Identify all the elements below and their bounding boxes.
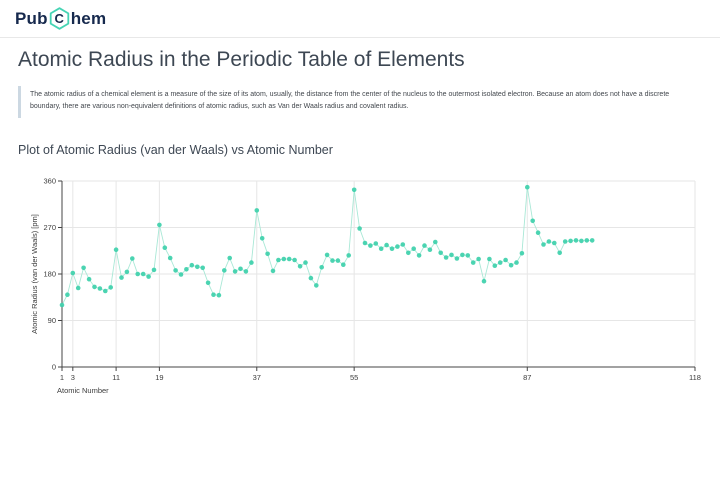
data-point[interactable] <box>374 241 379 246</box>
atomic-radius-chart[interactable] <box>0 168 720 408</box>
data-point[interactable] <box>503 258 508 263</box>
data-point[interactable] <box>482 279 487 284</box>
data-point[interactable] <box>341 262 346 267</box>
data-point[interactable] <box>487 257 492 262</box>
data-point[interactable] <box>466 253 471 258</box>
data-point[interactable] <box>314 283 319 288</box>
data-point[interactable] <box>184 267 189 272</box>
y-tick-label: 90 <box>47 316 56 326</box>
y-axis-title: Atomic Radius (van der Waals) [pm] <box>30 214 39 334</box>
data-point[interactable] <box>520 251 525 256</box>
data-point[interactable] <box>114 247 119 252</box>
y-tick-label: 360 <box>43 176 56 186</box>
data-point[interactable] <box>265 252 270 257</box>
data-point[interactable] <box>292 258 297 263</box>
data-point[interactable] <box>498 260 503 265</box>
data-point[interactable] <box>276 258 281 263</box>
chart-svg[interactable] <box>0 168 720 408</box>
data-point[interactable] <box>438 251 443 256</box>
data-point[interactable] <box>444 255 449 260</box>
data-point[interactable] <box>92 285 97 290</box>
data-point[interactable] <box>336 258 341 263</box>
data-point[interactable] <box>471 260 476 265</box>
data-point[interactable] <box>173 268 178 273</box>
data-point[interactable] <box>163 245 168 250</box>
data-point[interactable] <box>579 239 584 244</box>
data-point[interactable] <box>65 292 70 297</box>
data-point[interactable] <box>260 236 265 241</box>
data-point[interactable] <box>390 246 395 251</box>
data-point[interactable] <box>493 263 498 268</box>
data-point[interactable] <box>238 267 243 272</box>
data-point[interactable] <box>357 226 362 231</box>
data-point[interactable] <box>509 263 514 268</box>
data-point[interactable] <box>422 243 427 248</box>
x-tick-label: 37 <box>252 373 261 382</box>
data-point[interactable] <box>233 269 238 274</box>
data-point[interactable] <box>476 257 481 262</box>
data-point[interactable] <box>108 285 113 290</box>
data-point[interactable] <box>401 242 406 247</box>
data-point[interactable] <box>568 239 573 244</box>
page-header <box>0 0 720 38</box>
data-point[interactable] <box>428 247 433 252</box>
x-tick-label: 118 <box>689 373 701 382</box>
y-tick-label: 180 <box>43 269 56 279</box>
data-point[interactable] <box>87 277 92 282</box>
data-point[interactable] <box>71 271 76 276</box>
data-point[interactable] <box>244 269 249 274</box>
data-point[interactable] <box>168 256 173 261</box>
data-point[interactable] <box>525 185 530 190</box>
description-blockquote: The atomic radius of a chemical element is a measure of the size of its atom, usually, the distance from the center of the nucleus to the outermost isolated electron. Because an atom does not have a discrete boundary, there are various non-equivalent definitions of atomic radius, such as Van der Waals radius and covalent radius. <box>18 86 702 118</box>
data-point[interactable] <box>319 265 324 270</box>
data-point[interactable] <box>222 268 227 273</box>
data-point[interactable] <box>206 281 211 286</box>
data-point[interactable] <box>249 260 254 265</box>
data-point[interactable] <box>330 258 335 263</box>
data-point[interactable] <box>363 241 368 246</box>
data-point[interactable] <box>76 286 81 291</box>
x-tick-label: 87 <box>523 373 532 382</box>
pubchem-logo[interactable] <box>15 7 106 30</box>
data-point[interactable] <box>449 253 454 258</box>
data-point[interactable] <box>547 239 552 244</box>
data-point[interactable] <box>157 223 162 228</box>
logo-text-pub: Pub <box>15 8 48 28</box>
x-tick-label: 3 <box>70 373 75 382</box>
x-tick-label: 11 <box>112 373 121 382</box>
trend-line <box>62 187 592 305</box>
data-point[interactable] <box>130 256 135 261</box>
data-point[interactable] <box>455 256 460 261</box>
data-point[interactable] <box>298 264 303 269</box>
data-point[interactable] <box>536 230 541 235</box>
data-point[interactable] <box>460 253 465 258</box>
data-point[interactable] <box>190 263 195 268</box>
data-point[interactable] <box>384 243 389 248</box>
data-point[interactable] <box>552 241 557 246</box>
data-point[interactable] <box>557 251 562 256</box>
data-point[interactable] <box>309 276 314 281</box>
data-point[interactable] <box>254 208 259 213</box>
data-point[interactable] <box>411 246 416 251</box>
data-point[interactable] <box>303 260 308 265</box>
data-point[interactable] <box>574 238 579 243</box>
data-point[interactable] <box>379 246 384 251</box>
data-point[interactable] <box>211 292 216 297</box>
data-point[interactable] <box>417 253 422 258</box>
data-point[interactable] <box>368 243 373 248</box>
data-point[interactable] <box>98 286 103 291</box>
data-point[interactable] <box>271 269 276 274</box>
x-tick-label: 19 <box>155 373 164 382</box>
data-point[interactable] <box>282 257 287 262</box>
data-point[interactable] <box>141 272 146 277</box>
data-point[interactable] <box>179 272 184 277</box>
data-point[interactable] <box>352 188 357 193</box>
data-point[interactable] <box>530 219 535 224</box>
data-point[interactable] <box>514 260 519 265</box>
data-point[interactable] <box>433 240 438 245</box>
data-point[interactable] <box>119 275 124 280</box>
data-point[interactable] <box>227 256 232 261</box>
data-point[interactable] <box>152 268 157 273</box>
data-point[interactable] <box>200 266 205 271</box>
data-point[interactable] <box>146 274 151 279</box>
data-point[interactable] <box>217 293 222 298</box>
page-title: Atomic Radius in the Periodic Table of Elements <box>18 48 465 71</box>
y-tick-label: 0 <box>51 362 56 372</box>
data-point[interactable] <box>395 244 400 249</box>
data-point[interactable] <box>81 266 86 271</box>
data-point[interactable] <box>541 242 546 247</box>
data-point[interactable] <box>195 265 200 270</box>
data-point[interactable] <box>590 238 595 243</box>
data-point[interactable] <box>60 303 65 308</box>
data-point[interactable] <box>563 239 568 244</box>
y-tick-label: 270 <box>43 223 56 233</box>
data-point[interactable] <box>287 257 292 262</box>
data-point[interactable] <box>125 270 130 275</box>
chart-subtitle: Plot of Atomic Radius (van der Waals) vs Atomic Number <box>18 143 333 157</box>
x-axis-title: Atomic Number <box>57 386 109 395</box>
x-tick-label: 1 <box>59 373 65 382</box>
logo-text-c: C <box>54 10 64 26</box>
logo-text-hem: hem <box>70 8 107 28</box>
data-point[interactable] <box>325 253 330 258</box>
x-tick-label: 55 <box>349 373 359 382</box>
data-point[interactable] <box>346 253 351 258</box>
data-point[interactable] <box>135 272 140 277</box>
data-point[interactable] <box>406 251 411 256</box>
data-point[interactable] <box>585 238 590 243</box>
data-point[interactable] <box>103 289 108 294</box>
hexagon-icon <box>49 7 70 30</box>
